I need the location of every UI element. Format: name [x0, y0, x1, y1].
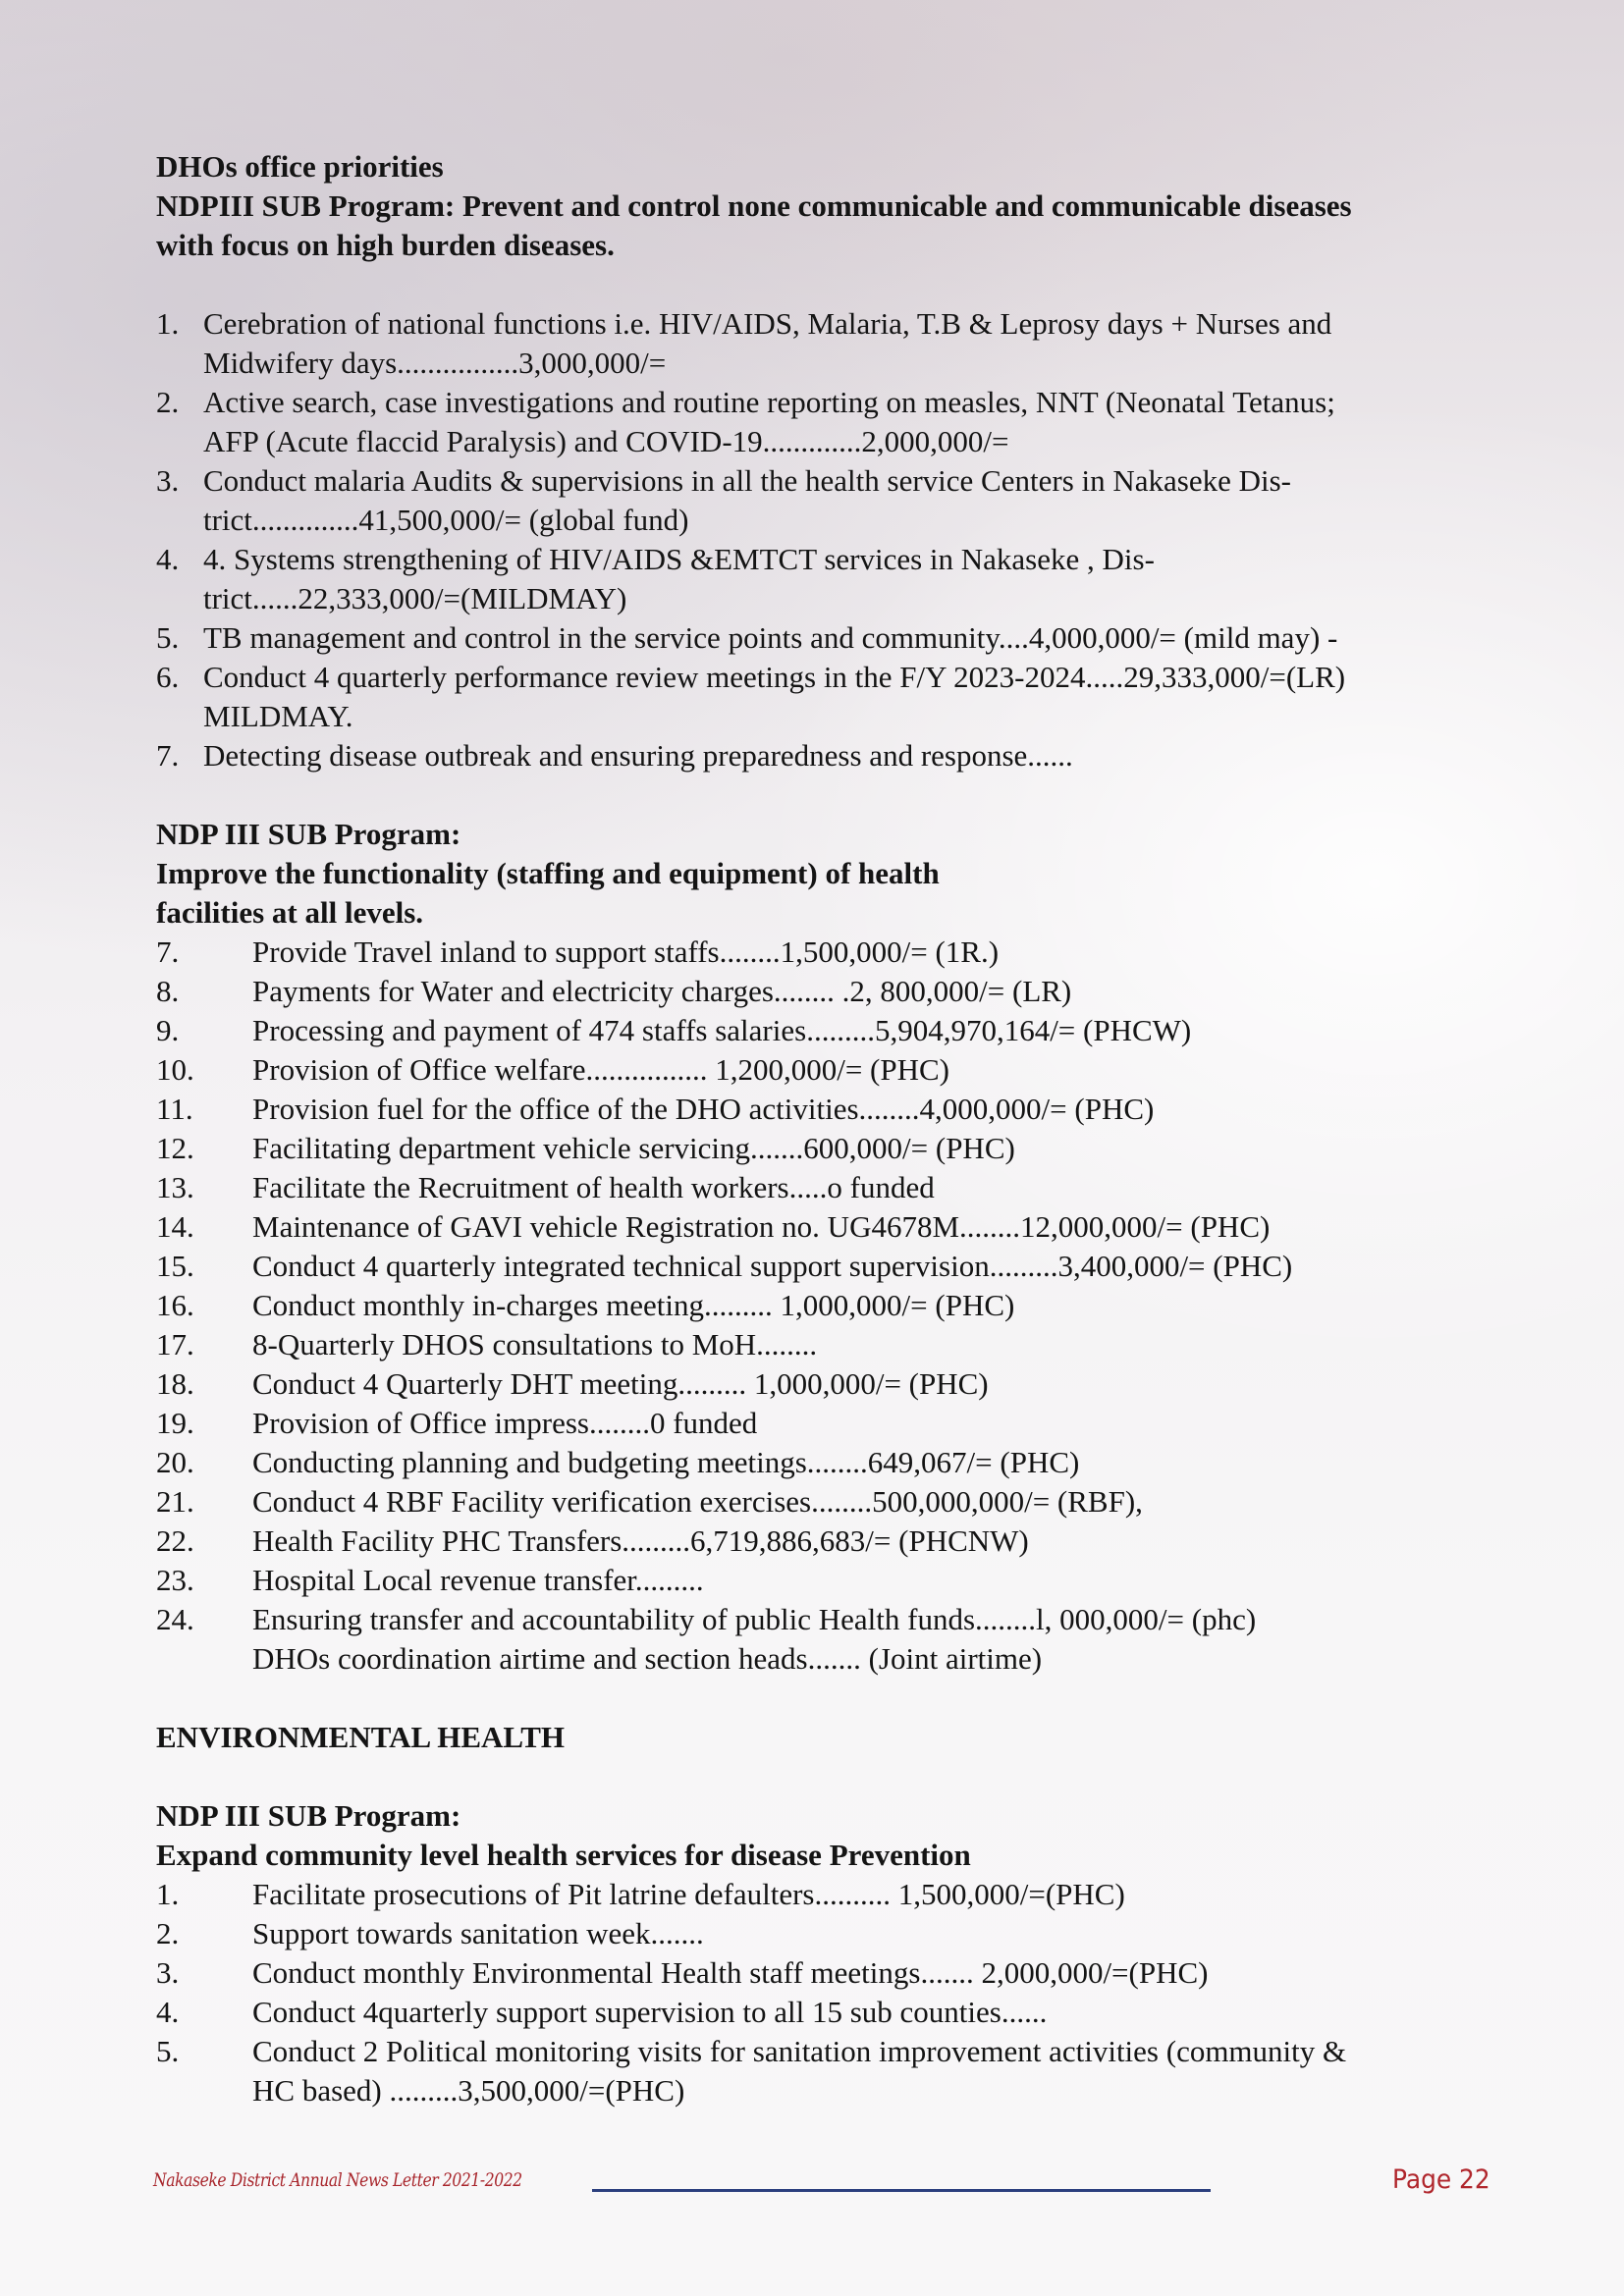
list-item — [156, 1561, 1472, 1600]
list-number: 9. — [156, 1013, 180, 1047]
list-item-text: Payments for Water and electricity charges........ .2, 800,000/= (LR) — [252, 974, 1072, 1008]
list-item — [156, 383, 1472, 461]
list-item — [156, 1207, 1472, 1247]
list-item — [156, 1247, 1472, 1286]
list-item-text: Conduct 4 RBF Facility verification exercises........500,000,000/= (RBF), — [252, 1484, 1143, 1519]
list-number: 5. — [156, 2034, 180, 2068]
program-title-line: facilities at all levels. — [156, 895, 424, 930]
priority-list-health-facilities — [156, 933, 1472, 1679]
list-item — [156, 1443, 1472, 1482]
publication-title: Nakaseke District Annual News Letter 2021-2022 — [153, 2169, 522, 2191]
list-item-continuation: DHOs coordination airtime and section heads....... (Joint airtime) — [252, 1641, 1043, 1676]
list-item-text: Provide Travel inland to support staffs........1,500,000/= (1R.) — [252, 934, 1000, 969]
priority-list-disease-control — [156, 304, 1472, 775]
list-item-text: Midwifery days................3,000,000/= — [203, 346, 667, 380]
list-number: 8. — [156, 974, 180, 1008]
list-item — [156, 618, 1472, 658]
list-item-text: Conduct monthly Environmental Health staff meetings....... 2,000,000/=(PHC) — [252, 1955, 1209, 1990]
list-number: 12. — [156, 1131, 194, 1165]
list-item — [156, 1953, 1472, 1993]
list-item-text: Conduct 4 Quarterly DHT meeting......... 1,000,000/= (PHC) — [252, 1366, 989, 1401]
list-item — [156, 2032, 1472, 2110]
list-number: 23. — [156, 1563, 194, 1597]
list-item — [156, 1168, 1472, 1207]
list-item-text: 8-Quarterly DHOS consultations to MoH........ — [252, 1327, 818, 1362]
list-number: 4. — [156, 1995, 180, 2029]
list-item — [156, 461, 1472, 540]
list-number: 14. — [156, 1209, 194, 1244]
program-title-line: Improve the functionality (staffing and equipment) of health — [156, 856, 940, 890]
list-item — [156, 1993, 1472, 2032]
list-item-text: trict......22,333,000/=(MILDMAY) — [203, 581, 627, 615]
priority-list-environmental-health — [156, 1875, 1472, 2110]
list-item — [156, 1600, 1472, 1639]
list-item — [156, 540, 1472, 618]
list-number: 19. — [156, 1406, 194, 1440]
list-item — [156, 1482, 1472, 1522]
list-item-text: Conduct 2 Political monitoring visits for sanitation improvement activities (community & — [252, 2034, 1347, 2068]
list-item-text: Maintenance of GAVI vehicle Registration no. UG4678M........12,000,000/= (PHC) — [252, 1209, 1271, 1244]
list-item-text: Detecting disease outbreak and ensuring preparedness and response...... — [203, 738, 1073, 773]
spacer — [156, 1757, 1472, 1796]
list-item — [156, 972, 1472, 1011]
list-number: 22. — [156, 1523, 194, 1558]
list-item — [156, 1129, 1472, 1168]
list-item-text: Hospital Local revenue transfer......... — [252, 1563, 704, 1597]
program-label: NDP III SUB Program: — [156, 817, 461, 851]
list-number: 15. — [156, 1249, 194, 1283]
list-number: 4. — [156, 542, 180, 576]
list-item-text: 4. Systems strengthening of HIV/AIDS &EMTCT services in Nakaseke , Dis- — [203, 542, 1155, 576]
list-item-text: Provision of Office welfare................ 1,200,000/= (PHC) — [252, 1052, 950, 1087]
list-item-text: Ensuring transfer and accountability of public Health funds........l, 000,000/= (phc) — [252, 1602, 1257, 1636]
list-number: 16. — [156, 1288, 194, 1322]
list-item-text: Provision of Office impress........0 funded — [252, 1406, 758, 1440]
list-item-text: Health Facility PHC Transfers.........6,719,886,683/= (PHCNW) — [252, 1523, 1029, 1558]
program-title-line: with focus on high burden diseases. — [156, 228, 615, 262]
list-item-text: Facilitate prosecutions of Pit latrine defaulters.......... 1,500,000/=(PHC) — [252, 1877, 1125, 1911]
list-item — [156, 933, 1472, 972]
list-item — [156, 1286, 1472, 1325]
list-number: 7. — [156, 738, 180, 773]
list-item-text: Conduct malaria Audits & supervisions in all the health service Centers in Nakaseke Dis- — [203, 463, 1291, 498]
list-item-text: TB management and control in the service points and community....4,000,000/= (mild may) - — [203, 620, 1338, 655]
list-item-text: Conducting planning and budgeting meetings........649,067/= (PHC) — [252, 1445, 1080, 1479]
list-number: 17. — [156, 1327, 194, 1362]
list-number: 2. — [156, 1916, 180, 1950]
list-item-text: Processing and payment of 474 staffs salaries.........5,904,970,164/= (PHCW) — [252, 1013, 1192, 1047]
list-item-text: HC based) .........3,500,000/=(PHC) — [252, 2073, 685, 2108]
list-number: 6. — [156, 660, 180, 694]
list-item-text: Support towards sanitation week....... — [252, 1916, 704, 1950]
program-label: NDP III SUB Program: — [156, 1798, 461, 1833]
list-number: 13. — [156, 1170, 194, 1204]
list-item-text: Active search, case investigations and routine reporting on measles, NNT (Neonatal Tetanus; — [203, 385, 1335, 419]
section-heading-dho-priorities: DHOs office priorities — [156, 149, 444, 184]
list-number: 10. — [156, 1052, 194, 1087]
list-number: 11. — [156, 1092, 193, 1126]
list-item — [156, 1404, 1472, 1443]
document-page — [156, 147, 1472, 2110]
list-item — [156, 1325, 1472, 1364]
list-item — [156, 304, 1472, 383]
list-item-text: Conduct 4 quarterly integrated technical support supervision.........3,400,000/= (PHC) — [252, 1249, 1293, 1283]
list-item-text: Provision fuel for the office of the DHO activities........4,000,000/= (PHC) — [252, 1092, 1155, 1126]
list-number: 3. — [156, 463, 180, 498]
section-heading-environmental-health: ENVIRONMENTAL HEALTH — [156, 1720, 566, 1754]
list-number: 7. — [156, 934, 180, 969]
list-item-text: AFP (Acute flaccid Paralysis) and COVID-19.............2,000,000/= — [203, 424, 1009, 458]
program-title-line: Expand community level health services for disease Prevention — [156, 1838, 971, 1872]
list-item-text: Facilitating department vehicle servicing.......600,000/= (PHC) — [252, 1131, 1015, 1165]
spacer — [156, 775, 1472, 815]
program-title-line: NDPIII SUB Program: Prevent and control none communicable and communicable diseases — [156, 188, 1352, 223]
list-item — [156, 1875, 1472, 1914]
list-item-text: Conduct 4quarterly support supervision to all 15 sub counties...... — [252, 1995, 1048, 2029]
list-number: 24. — [156, 1602, 194, 1636]
list-number: 18. — [156, 1366, 194, 1401]
spacer — [156, 265, 1472, 304]
list-number: 21. — [156, 1484, 194, 1519]
list-item — [156, 1011, 1472, 1050]
list-item — [156, 1050, 1472, 1090]
list-item-text: Cerebration of national functions i.e. HIV/AIDS, Malaria, T.B & Leprosy days + Nurses and — [203, 306, 1332, 341]
list-item — [156, 658, 1472, 736]
spacer — [156, 1679, 1472, 1718]
page-number: Page 22 — [1392, 2164, 1490, 2195]
list-item — [156, 1364, 1472, 1404]
list-item-text: trict..............41,500,000/= (global fund) — [203, 503, 689, 537]
list-item — [156, 1090, 1472, 1129]
list-item — [156, 736, 1472, 775]
list-number: 1. — [156, 306, 180, 341]
footer-divider — [592, 2189, 1211, 2192]
list-item — [156, 1522, 1472, 1561]
list-number: 3. — [156, 1955, 180, 1990]
list-number: 20. — [156, 1445, 194, 1479]
list-item-text: Conduct 4 quarterly performance review meetings in the F/Y 2023-2024.....29,333,000/=(LR) — [203, 660, 1346, 694]
list-item — [156, 1914, 1472, 1953]
list-item-text: Facilitate the Recruitment of health workers.....o funded — [252, 1170, 935, 1204]
list-number: 5. — [156, 620, 180, 655]
list-number: 1. — [156, 1877, 180, 1911]
list-item-text: Conduct monthly in-charges meeting......... 1,000,000/= (PHC) — [252, 1288, 1015, 1322]
list-item-text: MILDMAY. — [203, 699, 353, 733]
list-number: 2. — [156, 385, 180, 419]
